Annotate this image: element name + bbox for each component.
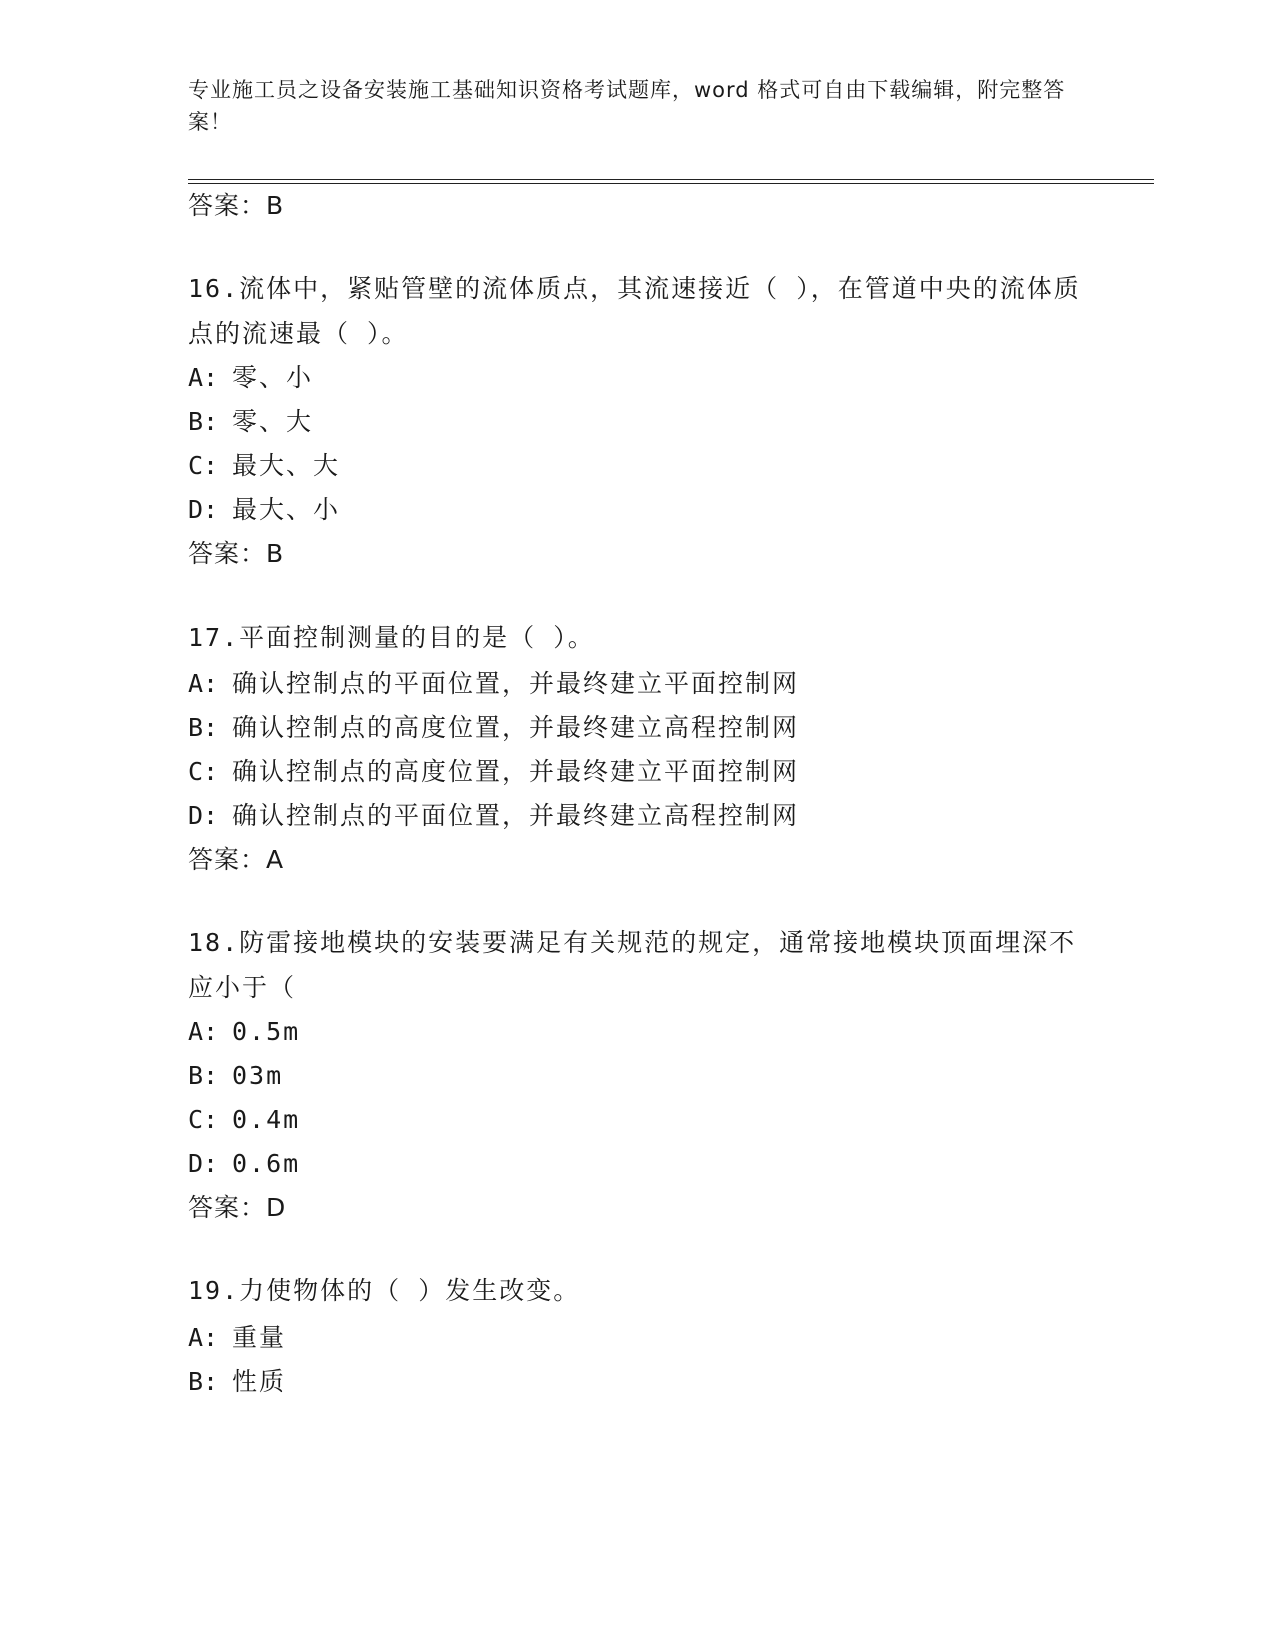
option-c: C: 最大、大	[188, 451, 341, 480]
header-divider-top	[188, 179, 1154, 180]
question-stem: 16.流体中，紧贴管壁的流体质点，其流速接近（ ），在管道中央的流体质点的流速最（ ）。	[188, 274, 1081, 348]
question-stem: 17.平面控制测量的目的是（ ）。	[188, 623, 595, 652]
option-a: A: 零、小	[188, 363, 314, 392]
option-c: C: 0.4m	[188, 1105, 301, 1134]
answer: 答案：B	[188, 539, 285, 568]
option-b: B: 确认控制点的高度位置，并最终建立高程控制网	[188, 713, 800, 742]
header-divider-bottom	[188, 183, 1154, 184]
option-c: C: 确认控制点的高度位置，并最终建立平面控制网	[188, 757, 800, 786]
option-b: B: 零、大	[188, 407, 314, 436]
question-stem: 19.力使物体的（ ）发生改变。	[188, 1276, 581, 1305]
option-a: A: 0.5m	[188, 1017, 301, 1046]
option-b: B: 03m	[188, 1061, 284, 1090]
option-a: A: 确认控制点的平面位置，并最终建立平面控制网	[188, 669, 800, 698]
document-header-description: 专业施工员之设备安装施工基础知识资格考试题库，word 格式可自由下载编辑，附完整答案！	[188, 78, 1066, 134]
option-d: D: 0.6m	[188, 1149, 301, 1178]
answer: 答案：D	[188, 1193, 287, 1222]
option-d: D: 确认控制点的平面位置，并最终建立高程控制网	[188, 801, 800, 830]
option-b: B: 性质	[188, 1367, 287, 1396]
previous-answer: 答案：B	[188, 191, 285, 220]
option-a: A: 重量	[188, 1323, 287, 1352]
option-d: D: 最大、小	[188, 495, 341, 524]
answer: 答案：A	[188, 845, 285, 874]
question-stem: 18.防雷接地模块的安装要满足有关规范的规定，通常接地模块顶面埋深不应小于（	[188, 928, 1077, 1002]
